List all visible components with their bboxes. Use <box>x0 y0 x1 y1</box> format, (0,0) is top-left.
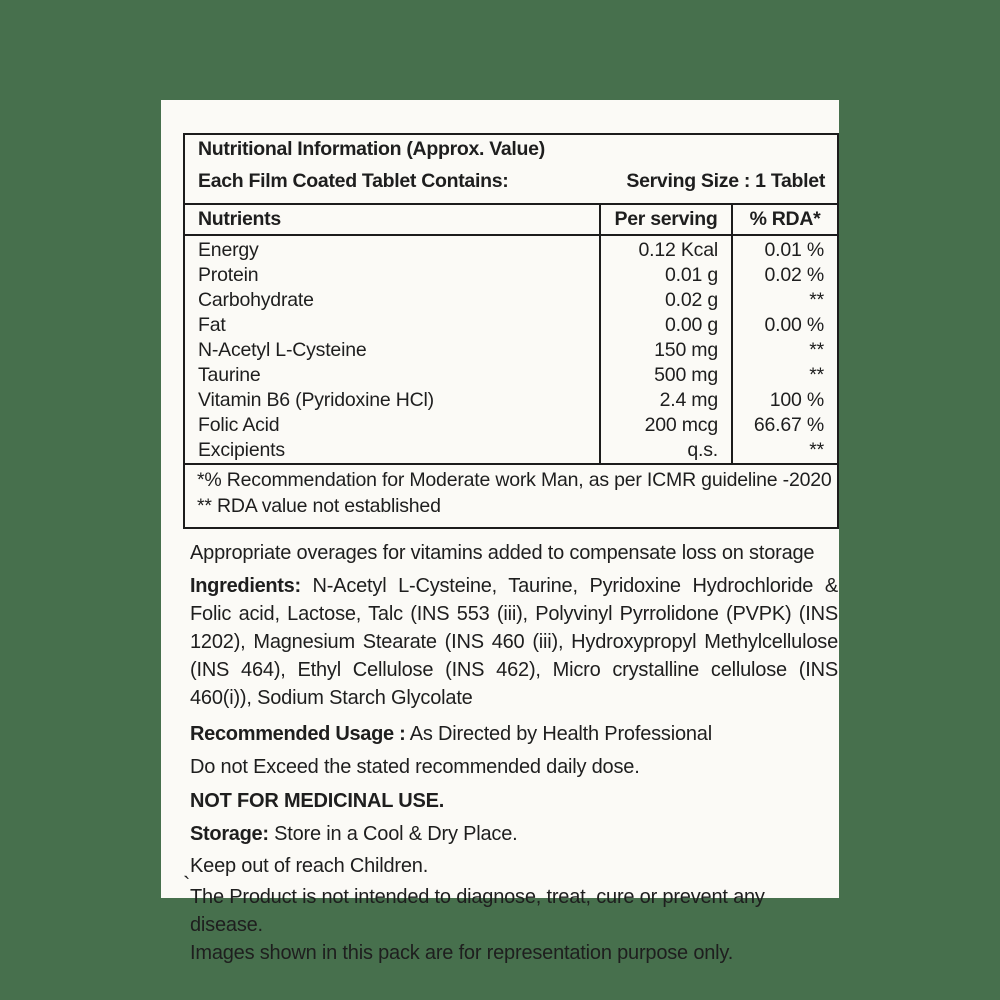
storage-text: Store in a Cool & Dry Place. <box>268 823 518 845</box>
per-serving-value: 2.4 mg <box>600 388 732 413</box>
nutrient-name: Vitamin B6 (Pyridoxine HCl) <box>198 389 434 411</box>
children-warning: Keep out of reach Children. <box>190 855 429 877</box>
nutrient-name: Fat <box>198 314 226 336</box>
per-serving-value: 150 mg <box>600 338 732 363</box>
table-body <box>184 235 838 464</box>
per-serving-value: 200 mcg <box>600 413 732 438</box>
footnote-rda-not-established: ** RDA value not established <box>197 495 441 517</box>
table-row <box>184 313 838 338</box>
rda-value: 0.00 % <box>732 313 838 338</box>
column-header-nutrients: Nutrients <box>184 204 600 235</box>
per-serving-value: q.s. <box>600 438 732 464</box>
nutrition-table <box>183 133 839 529</box>
table-row <box>184 288 838 313</box>
table-row <box>184 413 838 438</box>
table-header-cell <box>184 134 838 204</box>
rda-value: ** <box>732 363 838 388</box>
column-header-per-serving: Per serving <box>600 204 732 235</box>
rda-value: 0.02 % <box>732 263 838 288</box>
ingredients-text: N-Acetyl L-Cysteine, Taurine, Pyridoxine Hydrochloride & Folic acid, Lactose, Talc (INS 553 (iii), Polyvinyl Pyrrolidone (PVPK) (INS 1202), Magnesium Stearate (INS 460 (iii), Hydroxypropyl Methylcellulose (INS 464), Ethyl Cellulose (INS 462), Micro crystalline cellulose (INS 460(i)), Sodium Starch Glycolate <box>190 575 838 709</box>
footnote-cell <box>184 464 838 528</box>
nutrient-name: Folic Acid <box>198 414 280 436</box>
disclaimer-line-2: Images shown in this pack are for representation purpose only. <box>190 942 734 964</box>
rda-value: 66.67 % <box>732 413 838 438</box>
recommended-usage-label: Recommended Usage : <box>190 723 406 745</box>
nutrient-name: Carbohydrate <box>198 289 314 311</box>
rda-value: ** <box>732 338 838 363</box>
recommended-usage-text: As Directed by Health Professional <box>405 723 712 745</box>
column-header-row <box>184 204 838 235</box>
disclaimer-line-1: The Product is not intended to diagnose, treat, cure or prevent any disease. <box>190 886 765 936</box>
nutrient-name: Protein <box>198 264 259 286</box>
nutrient-name: Energy <box>198 239 259 261</box>
table-row <box>184 338 838 363</box>
rda-value: ** <box>732 288 838 313</box>
table-subtitle: Each Film Coated Tablet Contains: <box>198 170 509 192</box>
medicinal-warning: NOT FOR MEDICINAL USE. <box>190 790 445 812</box>
storage-label: Storage: <box>190 823 269 845</box>
scan-artifact-mark: ` <box>183 872 191 897</box>
rda-value: 0.01 % <box>732 235 838 263</box>
label-notes <box>190 540 838 967</box>
overages-note: Appropriate overages for vitamins added to compensate loss on storage <box>190 542 815 564</box>
column-header-rda: % RDA* <box>732 204 838 235</box>
table-title: Nutritional Information (Approx. Value) <box>198 138 545 160</box>
table-row <box>184 263 838 288</box>
per-serving-value: 500 mg <box>600 363 732 388</box>
disclaimer <box>190 883 838 967</box>
ingredients-paragraph <box>190 572 838 712</box>
nutrient-name: Excipients <box>198 439 285 461</box>
nutrient-name: N-Acetyl L-Cysteine <box>198 339 367 361</box>
footnote-rda-source: *% Recommendation for Moderate work Man, as per ICMR guideline -2020 <box>197 469 832 491</box>
ingredients-label: Ingredients: <box>190 575 301 597</box>
per-serving-value: 0.12 Kcal <box>600 235 732 263</box>
rda-value: 100 % <box>732 388 838 413</box>
table-header-row <box>184 134 838 204</box>
footnote-row <box>184 464 838 528</box>
rda-value: ** <box>732 438 838 464</box>
table-row <box>184 363 838 388</box>
dose-warning: Do not Exceed the stated recommended daily dose. <box>190 756 640 778</box>
table-row <box>184 438 838 464</box>
nutrient-name: Taurine <box>198 364 261 386</box>
product-label <box>161 100 839 964</box>
storage-note <box>190 821 838 847</box>
recommended-usage <box>190 721 838 747</box>
per-serving-value: 0.02 g <box>600 288 732 313</box>
per-serving-value: 0.01 g <box>600 263 732 288</box>
serving-size: Serving Size : 1 Tablet <box>626 170 826 192</box>
table-row <box>184 235 838 263</box>
per-serving-value: 0.00 g <box>600 313 732 338</box>
table-row <box>184 388 838 413</box>
